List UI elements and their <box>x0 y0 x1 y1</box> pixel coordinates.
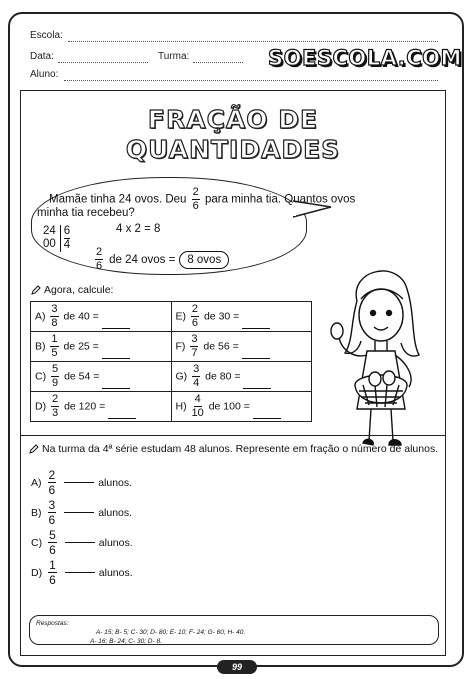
answer-key-line-2: A- 16; B- 24; C- 30; D- 8. <box>90 638 162 645</box>
item-fraction: $\frac{2}{3}$ <box>52 393 59 419</box>
item-fraction: $\frac{1}{5}$ <box>51 333 58 359</box>
date-label: Data: <box>30 51 54 62</box>
item-text: alunos. <box>98 476 133 489</box>
student-field[interactable] <box>64 80 438 81</box>
story-fraction: $\frac{2}{6}$ <box>192 186 199 212</box>
item-fraction: $\frac{2}{6}$ <box>191 303 199 329</box>
page-number: 99 <box>217 660 257 674</box>
item-text: alunos. <box>98 566 133 579</box>
item-fraction: $\frac{3}{6}$ <box>48 498 56 527</box>
item-fraction: $\frac{5}{9}$ <box>52 363 59 389</box>
item-text: de 54 = <box>64 370 100 383</box>
exercise-1-item <box>171 362 312 392</box>
item-text: alunos. <box>98 536 133 549</box>
answer-blank[interactable] <box>102 328 130 329</box>
item-letter: G) <box>175 370 188 383</box>
answer-text: de 24 ovos = <box>109 253 176 266</box>
item-fraction: $\frac{1}{6}$ <box>49 558 56 587</box>
exercise-1-row <box>31 302 312 332</box>
exercise-2-item <box>31 529 133 556</box>
exercise-1-prompt: Agora, calcule: <box>31 284 113 296</box>
exercise-1-item <box>31 362 172 392</box>
school-label: Escola: <box>30 30 63 41</box>
item-fraction: $\frac{3}{4}$ <box>193 363 200 389</box>
worksheet <box>20 90 446 656</box>
division-remainder: 00 <box>43 238 56 250</box>
answer-blank[interactable] <box>65 542 95 543</box>
exercise-2-item <box>31 469 132 496</box>
item-letter: B) <box>35 340 46 353</box>
worked-answer <box>93 247 229 272</box>
item-letter: F) <box>175 340 186 353</box>
story-text-end: para minha tia. Quantos ovos <box>204 193 356 206</box>
long-division <box>43 225 70 252</box>
exercise-1-item <box>171 392 312 422</box>
item-text: de 40 = <box>63 310 99 323</box>
pencil-icon <box>29 444 39 454</box>
date-field[interactable] <box>58 62 148 63</box>
item-letter: H) <box>175 400 187 413</box>
item-text: de 100 = <box>208 400 250 413</box>
multiplication: 4 x 2 = 8 <box>116 223 161 235</box>
answer-blank[interactable] <box>64 482 94 483</box>
girl-illustration <box>319 259 437 459</box>
answer-key-label: Respostas: <box>36 620 69 627</box>
item-text: de 30 = <box>203 310 240 323</box>
answer-blank[interactable] <box>102 388 130 389</box>
exercise-1-row <box>31 392 312 422</box>
item-letter: C) <box>31 536 43 549</box>
answer-blank[interactable] <box>65 572 95 573</box>
exercise-2-item <box>31 499 132 526</box>
item-fraction: $\frac{3}{8}$ <box>51 303 58 329</box>
answer-blank[interactable] <box>242 358 270 359</box>
answer-blank[interactable] <box>253 418 281 419</box>
title-line-2: QUANTIDADES <box>125 135 341 164</box>
item-letter: C) <box>35 370 47 383</box>
exercise-1-item <box>31 302 172 332</box>
section-divider <box>21 435 445 436</box>
answer-fraction: $\frac{2}{6}$ <box>96 246 103 272</box>
site-logo: SOESCOLA.COM <box>268 46 462 70</box>
item-fraction: $\frac{5}{6}$ <box>49 528 56 557</box>
division-divisor: 6 <box>63 225 71 237</box>
item-fraction: $\frac{2}{6}$ <box>48 468 56 497</box>
item-text: alunos. <box>98 506 133 519</box>
item-letter: B) <box>31 506 42 519</box>
school-field[interactable] <box>68 41 438 42</box>
exercise-1-item <box>171 332 312 362</box>
answer-blank[interactable] <box>243 388 271 389</box>
title-line-1: FRAÇÃO DE <box>147 105 319 134</box>
answer-result: 8 ovos <box>179 251 229 269</box>
answer-blank[interactable] <box>242 328 270 329</box>
exercise-2-prompt: Na turma da 4ª série estudam 48 alunos. Represente em fração o número de alunos. <box>29 443 438 455</box>
item-text: de 120 = <box>64 400 106 413</box>
exercise-1-item <box>31 392 172 422</box>
answer-blank[interactable] <box>102 358 130 359</box>
item-fraction: $\frac{3}{7}$ <box>191 333 198 359</box>
exercise-1-item <box>171 302 312 332</box>
answer-blank[interactable] <box>108 418 136 419</box>
answer-blank[interactable] <box>64 512 94 513</box>
answer-key-line-1: A- 15; B- 5; C- 30; D- 80; E- 10; F- 24; G- 60; H- 40. <box>96 629 246 636</box>
item-letter: E) <box>175 310 186 323</box>
item-text: de 80 = <box>205 370 241 383</box>
exercise-2-item <box>31 559 133 586</box>
student-label: Aluno: <box>30 69 59 80</box>
item-text: de 25 = <box>63 340 99 353</box>
pencil-icon <box>31 285 41 295</box>
exercise-1-row <box>31 362 312 392</box>
item-letter: A) <box>31 476 42 489</box>
exercise-1-table <box>30 301 312 422</box>
division-dividend: 24 <box>43 225 56 237</box>
item-letter: D) <box>31 566 43 579</box>
class-label: Turma: <box>158 51 190 62</box>
class-field[interactable] <box>193 62 243 63</box>
item-letter: D) <box>35 400 47 413</box>
item-letter: A) <box>35 310 46 323</box>
item-fraction: $\frac{4}{10}$ <box>191 393 204 419</box>
exercise-1-item <box>31 332 172 362</box>
story-line-2: minha tia recebeu? <box>37 207 135 219</box>
item-text: de 56 = <box>203 340 239 353</box>
story-text-start: Mamãe tinha 24 ovos. Deu <box>49 193 187 206</box>
answer-key <box>29 615 439 645</box>
division-quotient: 4 <box>63 239 71 251</box>
exercise-1-row <box>31 332 312 362</box>
